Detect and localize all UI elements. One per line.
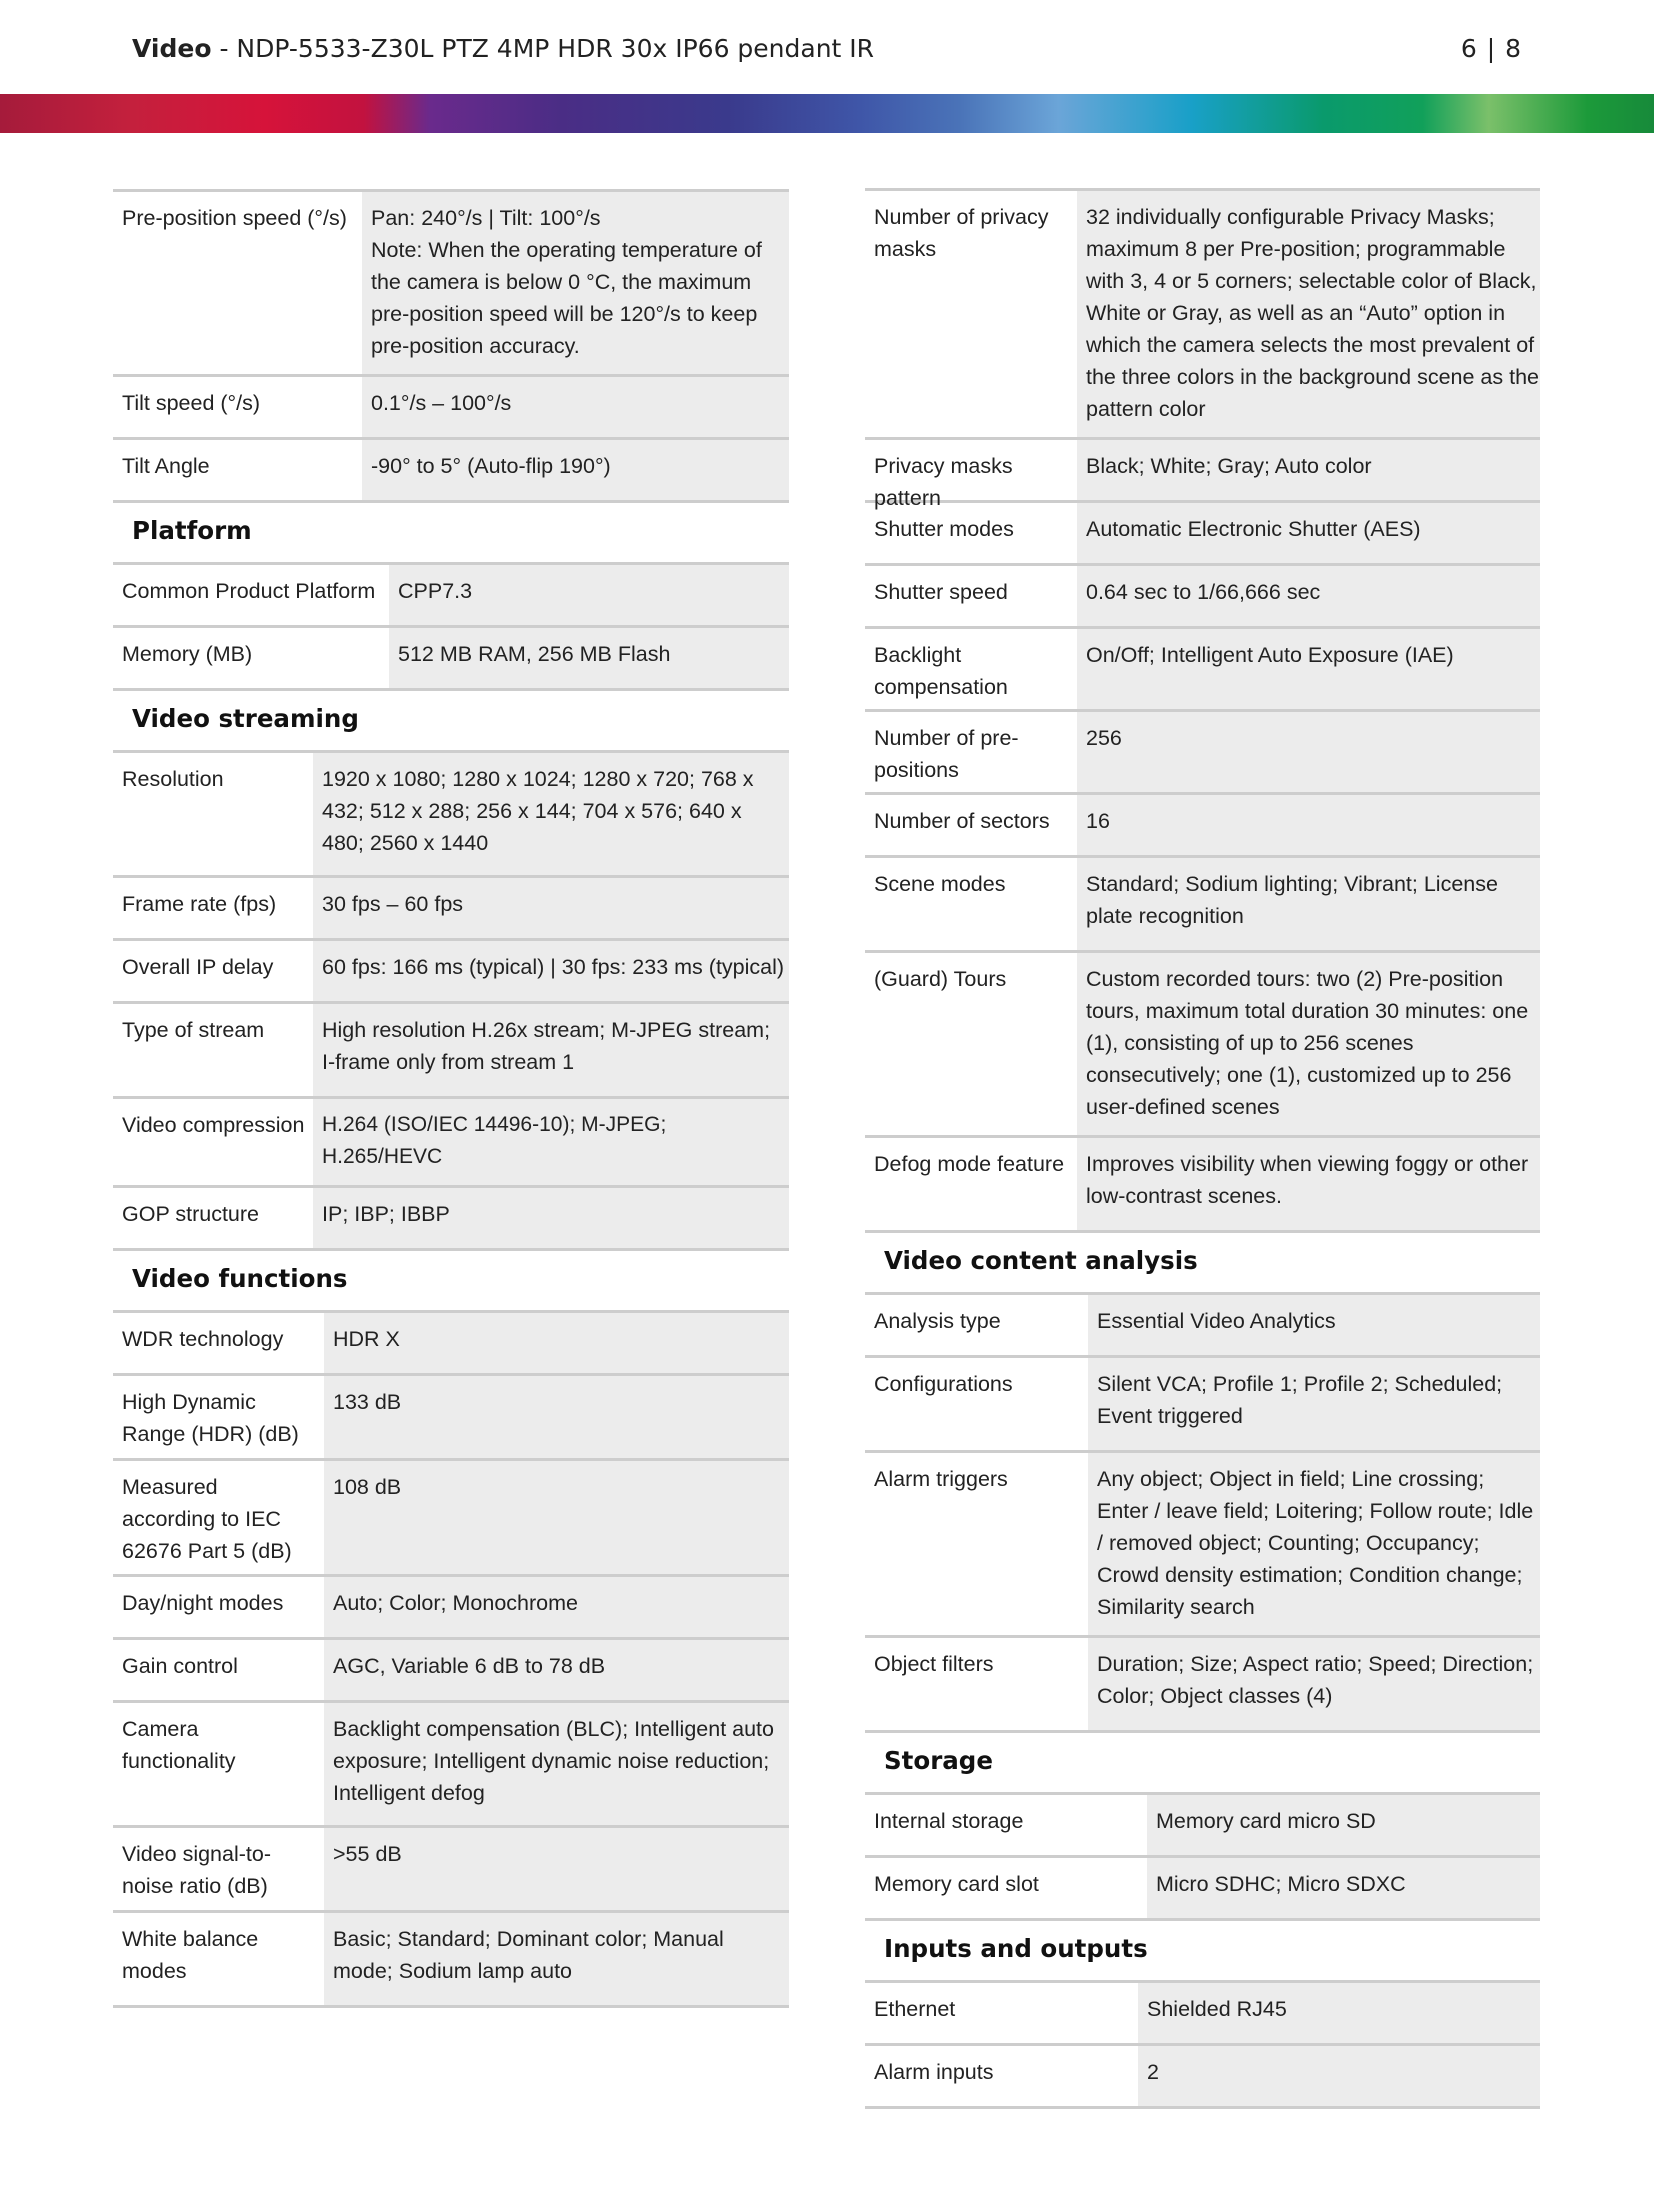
spec-label: Tilt speed (°/s) — [122, 391, 261, 415]
spec-label: Type of stream — [122, 1018, 265, 1042]
spec-value: Duration; Size; Aspect ratio; Speed; Direction; Color; Object classes (4) — [1088, 1638, 1540, 1730]
spec-row — [113, 1096, 789, 1185]
spec-value: Memory card micro SD — [1147, 1795, 1540, 1855]
spec-label: Number of privacy masks — [874, 205, 1049, 261]
page-header — [132, 34, 1522, 74]
spec-value: 256 — [1077, 712, 1540, 792]
section-title-video-functions: Video functions — [132, 1264, 348, 1293]
spec-label: Analysis type — [874, 1309, 1001, 1333]
spec-label: Number of pre-positions — [874, 726, 1019, 782]
spec-row — [113, 1825, 789, 1910]
spec-label: Defog mode feature — [874, 1152, 1065, 1176]
spec-row — [113, 1310, 789, 1373]
section-title-video-streaming: Video streaming — [132, 704, 359, 733]
spec-value: Custom recorded tours: two (2) Pre-position tours, maximum total duration 30 minutes: one (1), consisting of up to 256 scenes consecutively; one (1), customized up to 256 user-defined scenes — [1077, 953, 1540, 1135]
spec-value: Pan: 240°/s | Tilt: 100°/s Note: When the operating temperature of the camera is below 0 °C, the maximum pre-position speed will be 120°/s to keep pre-position accuracy. — [362, 192, 789, 374]
spec-label: Overall IP delay — [122, 955, 274, 979]
spec-label: Resolution — [122, 767, 224, 791]
spec-label: Configurations — [874, 1372, 1013, 1396]
spec-label: Tilt Angle — [122, 454, 210, 478]
spec-value: Automatic Electronic Shutter (AES) — [1077, 503, 1540, 563]
spec-value: Micro SDHC; Micro SDXC — [1147, 1858, 1540, 1918]
spec-label: Memory card slot — [874, 1872, 1039, 1896]
spec-label: High Dynamic Range (HDR) (dB) — [122, 1390, 299, 1446]
spec-label: Internal storage — [874, 1809, 1024, 1833]
spec-label: Frame rate (fps) — [122, 892, 277, 916]
color-band — [0, 94, 1654, 133]
spec-label: Pre-position speed (°/s) — [122, 206, 347, 230]
spec-value: Silent VCA; Profile 1; Profile 2; Scheduled; Event triggered — [1088, 1358, 1540, 1450]
spec-label: Shutter speed — [874, 580, 1008, 604]
spec-label: Camera functionality — [122, 1717, 236, 1773]
spec-label: Scene modes — [874, 872, 1006, 896]
spec-label: Privacy masks pattern — [874, 454, 1013, 510]
spec-row — [113, 374, 789, 437]
spec-row — [113, 1637, 789, 1700]
spec-row — [113, 1373, 789, 1458]
spec-value: 32 individually configurable Privacy Masks; maximum 8 per Pre-position; programmable with 3, 4 or 5 corners; selectable color of Black, White or Gray, as well as an “Auto” option in which the camera selects the most prevalent of the three colors in the background scene as the pattern color — [1077, 191, 1540, 437]
spec-label: Gain control — [122, 1654, 238, 1678]
spec-row — [865, 2043, 1540, 2109]
spec-row — [865, 1980, 1540, 2043]
spec-value: High resolution H.26x stream; M-JPEG stream; I-frame only from stream 1 — [313, 1004, 789, 1096]
spec-row — [113, 938, 789, 1001]
spec-value: 108 dB — [324, 1461, 789, 1574]
spec-row — [113, 1185, 789, 1251]
header-title-strong: Video — [132, 34, 212, 63]
spec-row — [113, 1700, 789, 1825]
spec-row — [865, 188, 1540, 437]
spec-row — [865, 1635, 1540, 1733]
spec-label: Video signal-to-noise ratio (dB) — [122, 1842, 271, 1898]
spec-row — [865, 1855, 1540, 1921]
spec-label: Day/night modes — [122, 1591, 284, 1615]
section-title-vca: Video content analysis — [884, 1246, 1198, 1275]
spec-value: 0.1°/s – 100°/s — [362, 377, 789, 437]
spec-label: Alarm triggers — [874, 1467, 1008, 1491]
spec-value: 0.64 sec to 1/66,666 sec — [1077, 566, 1540, 626]
spec-label: Ethernet — [874, 1997, 956, 2021]
spec-label: Object filters — [874, 1652, 994, 1676]
spec-row — [865, 626, 1540, 709]
spec-value: Essential Video Analytics — [1088, 1295, 1540, 1355]
spec-row — [113, 1001, 789, 1096]
spec-label: (Guard) Tours — [874, 967, 1007, 991]
spec-row — [113, 437, 789, 500]
spec-value: -90° to 5° (Auto-flip 190°) — [362, 440, 789, 500]
right-column — [865, 188, 1540, 2109]
spec-value: 1920 x 1080; 1280 x 1024; 1280 x 720; 768 x 432; 512 x 288; 256 x 144; 704 x 576; 640 x 480; 2560 x 1440 — [313, 753, 789, 875]
spec-label: Alarm inputs — [874, 2060, 994, 2084]
spec-label: White balance modes — [122, 1927, 259, 1983]
spec-row — [113, 875, 789, 938]
spec-row — [865, 437, 1540, 510]
section-title-inputs-outputs: Inputs and outputs — [884, 1934, 1148, 1963]
spec-value: 30 fps – 60 fps — [313, 878, 789, 938]
spec-label: Measured according to IEC 62676 Part 5 (dB) — [122, 1475, 292, 1563]
page-number: 6 | 8 — [1460, 34, 1522, 63]
spec-row — [865, 1292, 1540, 1355]
spec-value: IP; IBP; IBBP — [313, 1188, 789, 1248]
left-column — [113, 189, 789, 2008]
spec-row — [865, 500, 1540, 563]
spec-value: On/Off; Intelligent Auto Exposure (IAE) — [1077, 629, 1540, 709]
spec-value: Auto; Color; Monochrome — [324, 1577, 789, 1637]
spec-value: 512 MB RAM, 256 MB Flash — [389, 628, 789, 688]
spec-value: H.264 (ISO/IEC 14496-10); M-JPEG; H.265/HEVC — [313, 1099, 789, 1185]
section-title-storage: Storage — [884, 1746, 993, 1775]
spec-row — [865, 855, 1540, 950]
spec-label: Backlight compensation — [874, 643, 1008, 699]
spec-value: Shielded RJ45 — [1138, 1983, 1540, 2043]
spec-row — [865, 563, 1540, 626]
spec-label: WDR technology — [122, 1327, 284, 1351]
spec-value: 60 fps: 166 ms (typical) | 30 fps: 233 ms (typical) — [313, 941, 789, 1001]
spec-label: Shutter modes — [874, 517, 1014, 541]
spec-value: HDR X — [324, 1313, 789, 1373]
spec-value: Basic; Standard; Dominant color; Manual mode; Sodium lamp auto — [324, 1913, 789, 2005]
spec-row — [865, 792, 1540, 855]
spec-row — [865, 950, 1540, 1135]
spec-value: AGC, Variable 6 dB to 78 dB — [324, 1640, 789, 1700]
spec-row — [865, 1355, 1540, 1450]
spec-value: Black; White; Gray; Auto color — [1077, 440, 1540, 500]
spec-value: Improves visibility when viewing foggy or other low-contrast scenes. — [1077, 1138, 1540, 1230]
spec-label: Memory (MB) — [122, 642, 253, 666]
spec-value: 2 — [1138, 2046, 1540, 2106]
spec-row — [113, 625, 789, 691]
spec-row — [113, 1574, 789, 1637]
section-title-platform: Platform — [113, 500, 789, 562]
spec-value: 133 dB — [324, 1376, 789, 1458]
spec-row — [113, 189, 789, 374]
spec-label: Common Product Platform — [122, 579, 376, 603]
header-title-rest: - NDP-5533-Z30L PTZ 4MP HDR 30x IP66 pendant IR — [211, 34, 875, 63]
spec-row — [865, 1135, 1540, 1233]
spec-label: Number of sectors — [874, 809, 1050, 833]
spec-row — [113, 750, 789, 875]
spec-label: GOP structure — [122, 1202, 260, 1226]
spec-row — [113, 1910, 789, 2008]
spec-row — [113, 562, 789, 625]
spec-value: >55 dB — [324, 1828, 789, 1910]
spec-value: CPP7.3 — [389, 565, 789, 625]
spec-value: 16 — [1077, 795, 1540, 855]
spec-value: Backlight compensation (BLC); Intelligent auto exposure; Intelligent dynamic noise reduction; Intelligent defog — [324, 1703, 789, 1825]
spec-row — [865, 1450, 1540, 1635]
spec-value: Any object; Object in field; Line crossing; Enter / leave field; Loitering; Follow route; Idle / removed object; Counting; Occupancy; Crowd density estimation; Condition change; Similarity search — [1088, 1453, 1540, 1635]
spec-value: Standard; Sodium lighting; Vibrant; License plate recognition — [1077, 858, 1540, 950]
spec-row — [865, 709, 1540, 792]
spec-label: Video compression — [122, 1113, 305, 1137]
spec-row — [113, 1458, 789, 1574]
spec-row — [865, 1792, 1540, 1855]
